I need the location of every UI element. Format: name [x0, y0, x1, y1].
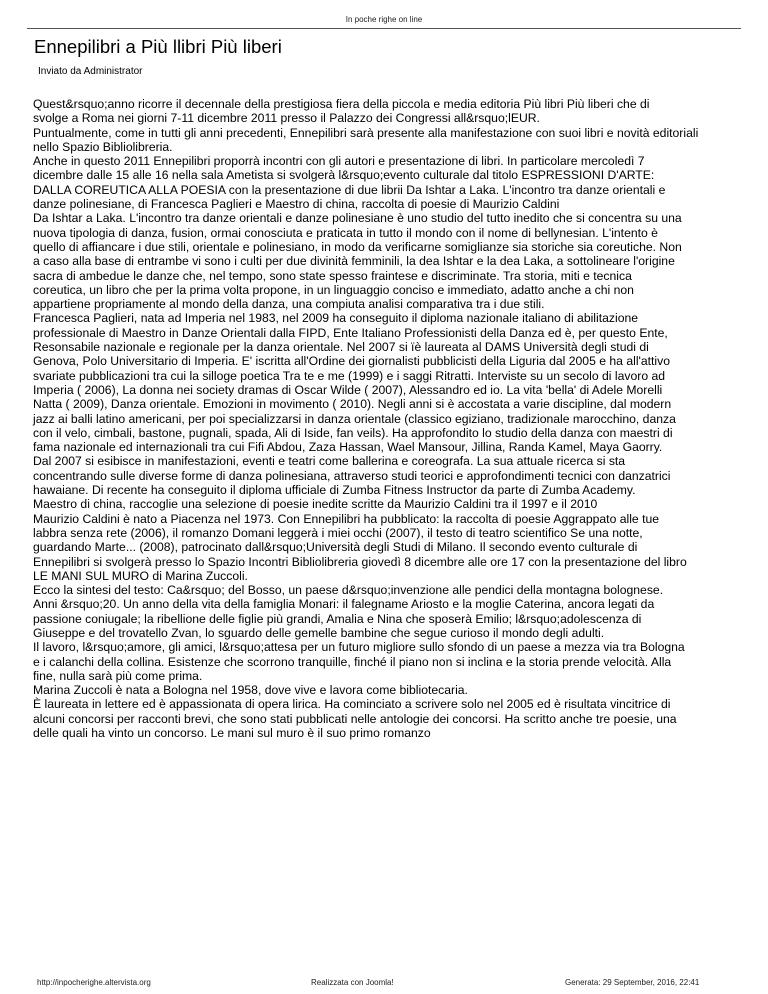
article-line: alcuni concorsi per racconti brevi, che sono stati pubblicati nelle antologie dei concorsi. Ha scritto anche tre poesie, una	[33, 711, 677, 726]
footer-site-url[interactable]: http://inpocherighe.altervista.org	[37, 978, 151, 987]
article-line: appartiene propriamente al mondo della danza, una compiuta analisi comparativa tra i due stili.	[33, 297, 545, 312]
article-title: Ennepilibri a Più llibri Più liberi	[34, 36, 282, 57]
article-body	[33, 97, 745, 740]
article-line: Marina Zuccoli è nata a Bologna nel 1958, dove vive e lavora come bibliotecaria.	[33, 683, 468, 698]
article-line: passione coniugale; la ribellione delle figlie più grandi, Amalia e Nina che sposerà Emilio; l&rsquo;adolescenza di	[33, 611, 642, 626]
article-line: labbra senza rete (2006), il romanzo Domani leggerà i miei occhi (2007), il testo di teatro scientifico Se una notte,	[33, 525, 643, 540]
header-divider	[27, 28, 741, 29]
article-line: nuova tipologia di danza, fusion, ormai conosciuta e praticata in tutto il mondo con il nome di bellynesian. L'intento è	[33, 225, 658, 240]
article-byline: Inviato da Administrator	[38, 66, 143, 77]
article-line: con il velo, cimbali, bastone, pugnali, spada, Ali di Iside, fan veils). Ha approfondito lo studio della danza con maestri di	[33, 425, 673, 440]
article-line: delle quali ha vinto un concorso. Le mani sul muro è il suo primo romanzo	[33, 726, 431, 741]
article-line: a caso alla base di entrambe vi sono i culti per due divinità femminili, la dea Ishtar e la dea Laka, a sottolineare l'origine	[33, 254, 675, 269]
article-line: quello di affiancare i due stili, orientale e polinesiano, in modo da verificarne somiglianze sia storiche sia coreutiche. Non	[33, 239, 682, 254]
article-line: fine, nulla sarà più come prima.	[33, 668, 203, 683]
article-line: fama nazionale ed internazionali tra cui Fifi Abdou, Zaza Hassan, Wael Mansour, Jillina, Randa Kamel, Maya Gaorry.	[33, 440, 663, 455]
article-line: concentrando sulle diverse forme di danza polinesiana, attraverso studi teorici e approfondimenti tecnici con danzatrici	[33, 468, 671, 483]
article-line: Giuseppe e del trovatello Zvan, lo sguardo delle gemelle bambine che segue curioso il mondo degli adulti.	[33, 625, 605, 640]
site-tagline: In poche righe on line	[345, 15, 423, 24]
article-line: Il lavoro, l&rsquo;amore, gli amici, l&rsquo;attesa per un futuro migliore sullo sfondo di un paese a mezza via tra Bologna	[33, 640, 685, 655]
article-line: Da Ishtar a Laka. L'incontro tra danze orientali e danze polinesiane è uno studio del tutto inedito che si concentra su una	[33, 211, 682, 226]
article-line: Resonsabile nazionale e regionale per la danza orientale. Nel 2007 si ïè laureata al DAMS Università degli studi di	[33, 340, 649, 355]
article-line: Maestro di china, raccoglie una selezione di poesie inedite scritte da Maurizio Caldini tra il 1997 e il 2010	[33, 497, 598, 512]
article-line: professionale di Maestro in Danze Orientali dalla FIPD, Ente Italiano Professionisti della Danza ed è, per questo Ente,	[33, 325, 668, 340]
article-line: Ecco la sintesi del testo: Ca&rsquo; del Bosso, un paese d&rsquo;invenzione alle pendici della montagna bolognese.	[33, 583, 664, 598]
article-line: Anni &rsquo;20. Un anno della vita della famiglia Monari: il falegname Ariosto e la moglie Caterina, ancora legati da	[33, 597, 655, 612]
article-line: jazz ai balli latino americani, per poi specializzarsi in danza orientale (classico egiziano, tradizionale marocchino, danza	[33, 411, 676, 426]
article-line: Francesca Paglieri, nata ad Imperia nel 1983, nel 2009 ha conseguito il diploma nazionale italiano di abilitazione	[33, 311, 639, 326]
article-line: Genova, Polo Universitario di Imperia. E' iscritta all'Ordine dei giornalisti pubblicisti della Liguria dal 2005 e ha all'attivo	[33, 354, 670, 369]
article-line: coreutica, un libro che per la prima volta propone, in un linguaggio conciso e immediato, adatto anche a chi non	[33, 282, 634, 297]
article-line: Anche in questo 2011 Ennepilibri proporrà incontri con gli autori e presentazione di libri. In particolare mercoledì 7	[33, 154, 645, 169]
article-line: hawaiane. Di recente ha conseguito il diploma ufficiale di Zumba Fitness Instructor da parte di Zumba Academy.	[33, 483, 636, 498]
article-line: LE MANI SUL MURO di Marina Zuccoli.	[33, 568, 248, 583]
article-line: nello Spazio Bibliolibreria.	[33, 139, 173, 154]
article-line: Maurizio Caldini è nato a Piacenza nel 1973. Con Ennepilibri ha pubblicato: la raccolta di poesie Aggrappato alle tue	[33, 511, 660, 526]
article-line: Natta ( 2009), Danza orientale. Emozioni in movimento ( 2010). Negli anni si è accostata a varie discipline, dal modern	[33, 397, 672, 412]
article-line: Dal 2007 si esibisce in manifestazioni, eventi e teatri come ballerina e coreografa. La sua attuale ricerca si sta	[33, 454, 626, 469]
article-line: sacra di ambedue le danze che, nel tempo, sono state spesso fraintese e discriminate. Tra storia, miti e tecnica	[33, 268, 632, 283]
article-line: svolge a Roma nei giorni 7-11 dicembre 2011 presso il Palazzo dei Congressi all&rsquo;lEUR.	[33, 111, 540, 126]
footer-credit: Realizzata con Joomla!	[311, 978, 394, 987]
article-line: dicembre dalle 15 alle 16 nella sala Ametista si svolgerà l&rsquo;evento culturale dal titolo ESPRESSIONI D'ARTE:	[33, 168, 655, 183]
footer-generated-date: Generata: 29 September, 2016, 22:41	[565, 978, 700, 987]
article-line: Puntualmente, come in tutti gli anni precedenti, Ennepilibri sarà presente alla manifestazione con suoi libri e novità editoriali	[33, 125, 699, 140]
article-line: e i calanchi della collina. Esistenze che scorrono tranquille, finché il piano non si inclina e la storia prende velocità. Alla	[33, 654, 672, 669]
article-line: svariate pubblicazioni tra cui la silloge poetica Tra te e me (1999) e i saggi Ritratti. Interviste su un secolo di lavoro ad	[33, 368, 666, 383]
article-line: Imperia ( 2006), La donna nei society dramas di Oscar Wilde ( 2007), Alessandro ed io. La vita 'bella' di Adele Morelli	[33, 382, 663, 397]
article-line: Quest&rsquo;anno ricorre il decennale della prestigiosa fiera della piccola e media editoria Più libri Più liberi che di	[33, 97, 650, 111]
article-line: Ennepilibri si svolgerà presso lo Spazio Incontri Bibliolibreria giovedì 8 dicembre alle ore 17 con la presentazione del libro	[33, 554, 687, 569]
article-line: DALLA COREUTICA ALLA POESIA con la presentazione di due librii Da Ishtar a Laka. L'incontro tra danze orientali e	[33, 182, 666, 197]
article-line: danze polinesiane, di Francesca Paglieri e Maestro di china, raccolta di poesie di Maurizio Caldini	[33, 197, 560, 212]
article-line: guardando Marte... (2008), patrocinato dall&rsquo;Università degli Studi di Milano. Il secondo evento culturale di	[33, 540, 638, 555]
article-line: È laureata in lettere ed è appassionata di opera lirica. Ha cominciato a scrivere solo nel 2005 ed è risultata vincitrice di	[33, 697, 671, 712]
